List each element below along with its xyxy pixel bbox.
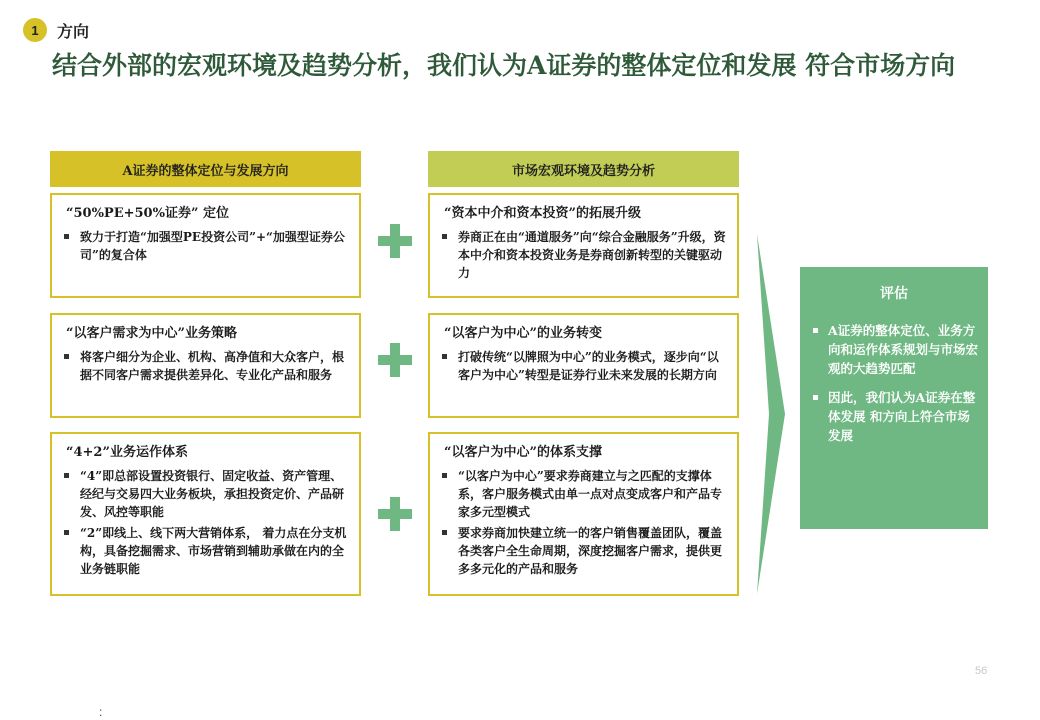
box-title: “以客户为中心”的业务转变 — [444, 326, 602, 341]
page-number: 56 — [975, 665, 988, 677]
left-column-header: A证券的整体定位与发展方向 — [50, 151, 361, 187]
plus-icon — [378, 497, 412, 531]
plus-icon — [378, 224, 412, 258]
right-box-customer-shift — [428, 313, 739, 418]
right-box-capital — [428, 193, 739, 298]
plus-icon — [378, 343, 412, 377]
bullet-item: 致力于打造“加强型PE投资公司”+“加强型证券公司”的复合体 — [62, 228, 349, 264]
section-label: 方向 — [57, 24, 90, 41]
box-title: “以客户需求为中心”业务策略 — [66, 326, 237, 341]
bullet-item: 要求券商加快建立统一的客户销售覆盖团队，覆盖各类客户全生命周期，深度挖掘客户需求，提供更多多元化的产品和服务 — [440, 524, 727, 578]
evaluation-bullet: A证券的整体定位、业务方向和运作体系规划与市场宏观的大趋势匹配 — [810, 321, 978, 378]
bullet-item: 券商正在由“通道服务”向“综合金融服务”升级，资本中介和资本投资业务是券商创新转型的关键驱动力 — [440, 228, 727, 282]
evaluation-panel — [800, 267, 988, 529]
chevron-right-arrow-icon — [755, 234, 787, 594]
box-title: “50%PE+50%证券” 定位 — [66, 206, 229, 221]
left-box-operating-system — [50, 432, 361, 596]
bullet-item: 将客户细分为企业、机构、高净值和大众客户，根据不同客户需求提供差异化、专业化产品和服务 — [62, 348, 349, 384]
evaluation-bullet: 因此，我们认为A证券在整体发展 和方向上符合市场发展 — [810, 388, 978, 445]
section-number-badge: 1 — [23, 18, 47, 42]
left-box-strategy — [50, 313, 361, 418]
bullet-item: “4”即总部设置投资银行、固定收益、资产管理、经纪与交易四大业务板块，承担投资定价、产品研发、风控等职能 — [62, 467, 349, 521]
evaluation-title: 评估 — [880, 286, 908, 302]
bullet-item: 打破传统“以牌照为中心”的业务模式，逐步向“以客户为中心”转型是证券行业未来发展的长期方向 — [440, 348, 727, 384]
left-box-positioning — [50, 193, 361, 298]
right-box-system-support — [428, 432, 739, 596]
footer-mark: : — [99, 705, 103, 719]
bullet-item: “2”即线上、线下两大营销体系， 着力点在分支机构，具备挖掘需求、市场营销到辅助承做在内的全业务链职能 — [62, 524, 349, 578]
box-title: “以客户为中心”的体系支撑 — [444, 445, 602, 460]
right-column-header: 市场宏观环境及趋势分析 — [428, 151, 739, 187]
page-title: 结合外部的宏观环境及趋势分析，我们认为A证券的整体定位和发展 符合市场方向 — [52, 51, 956, 80]
box-title: “资本中介和资本投资”的拓展升级 — [444, 206, 641, 221]
box-title: “4+2”业务运作体系 — [66, 445, 188, 460]
bullet-item: “以客户为中心”要求券商建立与之匹配的支撑体系，客户服务模式由单一点对点变成客户和产品专家多元型模式 — [440, 467, 727, 521]
